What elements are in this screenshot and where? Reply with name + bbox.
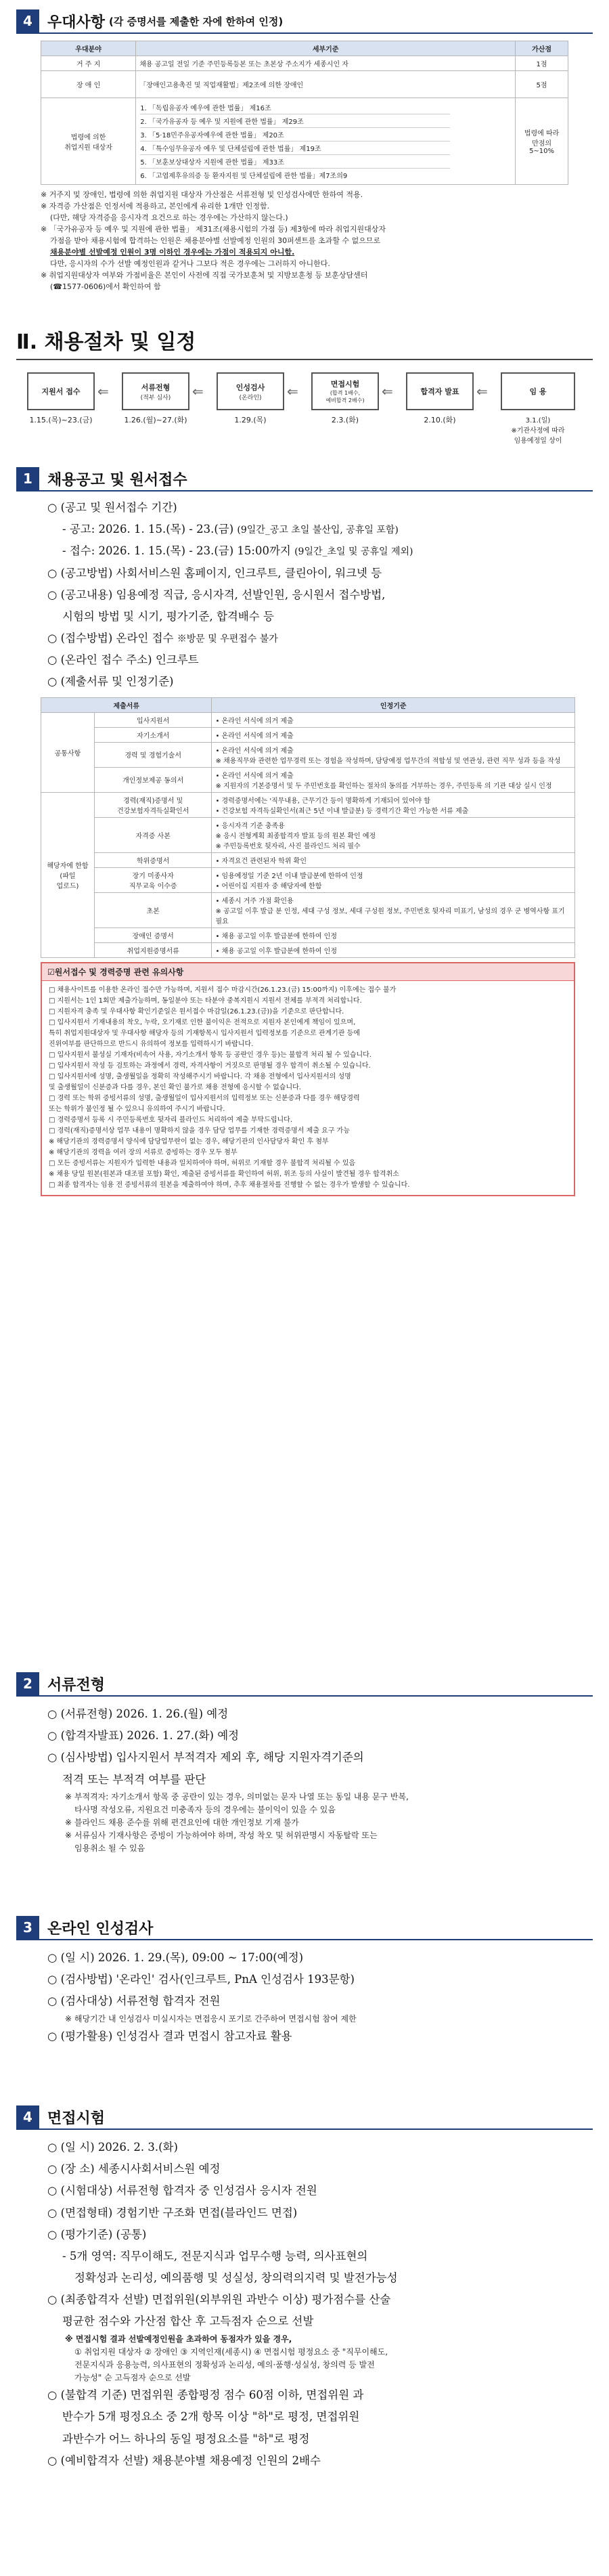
section-subtitle: (각 증명서를 제출한 자에 한하여 인정) <box>109 15 284 28</box>
caution-list <box>42 981 574 1195</box>
group-cell: 공통사항 <box>41 712 95 792</box>
table-row <box>41 817 575 852</box>
caution-item: □ 경력(재직)증명서상 업무 내용이 명확하지 않을 경우 담당 업무를 기재한 경력증명서 제출 요구 가능 <box>49 1127 350 1135</box>
text-line: ○ (불합격 기준) 면접위원 종합평정 점수 60점 이하, 면접위원 과 <box>47 2388 364 2402</box>
note-line: ※ 해당기간 내 인성검사 미실시자는 면접응시 포기로 간주하여 면접시험 참여 제한 <box>65 2013 357 2024</box>
documents-table <box>41 697 575 958</box>
text-line: ○ (예비합격자 선발) 채용분야별 채용예정 인원의 2배수 <box>47 2453 321 2467</box>
table-cell: 경력(재직)증명서 및 건강보험자격득실확인서 <box>94 792 212 817</box>
table-cell: 5점 <box>516 71 568 98</box>
text-line: 과반수가 어느 하나의 동일 평정요소를 "하"로 평정 <box>62 2432 310 2445</box>
caution-item: 및 출생월일이 신분증과 다를 경우, 본인 확인 불가로 채용 전형에 응시할 수 없습니다. <box>49 1083 301 1091</box>
step-date: 1.26.(월)~27.(화) <box>124 416 187 424</box>
preference-section <box>0 9 609 292</box>
table-cell: • 임용예정일 기준 2년 이내 발급분에 한하여 인정 • 어린이집 지원자 중 해당자에 한함 <box>212 867 575 892</box>
caution-item: □ 입사지원서에 성명, 출생월일을 정확히 작성해주시기 바랍니다. 각 채용 전형에서 입사지원서의 성명 <box>49 1072 351 1080</box>
table-cell: • 온라인 서식에 의거 제출 ※ 지원자의 기본증명서 및 두 주민번호를 확인하는 절차의 동의를 거부하는 경우, 주민등록 의 기관 대상 실시 인정 <box>212 767 575 792</box>
law-item: 5. 「보훈보상대상자 지원에 관한 법률」 제33조 <box>140 155 450 169</box>
table-cell: 「장애인고용촉진 및 직업재활법」제2조에 의한 장애인 <box>136 71 516 98</box>
caution-item: 특히 취업지원대상자 및 우대사항 해당자 등의 기재항목시 입사지원서 입력정보를 기준으로 관계기관 등에 <box>49 1029 361 1037</box>
text-line: ○ (접수방법) 온라인 접수 <box>47 632 174 645</box>
note-line: ※ 부적격자: 자기소개서 항목 중 공란이 있는 경우, 의미없는 문자 나열 또는 동일 내용 문구 반복, <box>65 1791 409 1802</box>
section-1 <box>0 467 609 1196</box>
table-cell: • 세종시 거주 가점 확인용 ※ 공고일 이후 발급 분 인정, 세대 구성 정보, 세대 구성원 정보, 주민번호 뒷자리 미표기, 남성의 경우 군 병역사항 표기 필요 <box>212 892 575 927</box>
table-cell: • 채용 공고일 이후 발급분에 한하여 인정 <box>212 942 575 957</box>
text-line: ○ (공고 및 원서접수 기간) <box>47 501 177 514</box>
step-box <box>406 372 474 410</box>
table-row <box>41 712 575 727</box>
arrow-icon: ⇐ <box>287 383 298 399</box>
note-line: ※ 취업지원대상자 여부와 가점비율은 본인이 사전에 직접 국가보훈처 및 지방보훈청 등 보훈상담센터 <box>41 271 368 280</box>
table-row <box>41 927 575 942</box>
text-line: ○ (심사방법) 입사지원서 부적격자 제외 후, 해당 지원자격기준의 <box>47 1751 364 1764</box>
step-box <box>217 372 284 410</box>
table-row <box>41 852 575 867</box>
table-cell: • 온라인 서식에 의거 제출 ※ 채용직무와 관련한 업무경력 또는 경험을 작성하며, 담당예정 업무간의 적합성 및 연관성, 관련 직무 성과 등을 작성 <box>212 742 575 767</box>
step-name: 서류전형 <box>141 383 171 392</box>
text-line: ○ (면접형태) 경험기반 구조화 면접(블라인드 면접) <box>47 2206 298 2219</box>
step-name: 합격자 발표 <box>420 387 459 396</box>
caution-item: □ 지원서는 1인 1회만 제출가능하며, 동일분야 또는 타분야 중복지원시 지원서 전체를 부적격 처리합니다. <box>49 997 362 1005</box>
caution-item: □ 입사지원서 기재내용의 착오, 누락, 오기재로 인한 불이익은 전적으로 지원자 본인에게 책임이 있으며, <box>49 1018 356 1026</box>
note-line: (다만, 해당 자격증을 응시자격 요건으로 하는 경우에는 가산하지 않는다.) <box>50 213 288 223</box>
text-line: ○ (일 시) 2026. 1. 29.(목), 09:00 ~ 17:00(예정) <box>47 1951 304 1964</box>
caution-item: □ 채용사이트를 이용한 온라인 접수만 가능하며, 지원서 접수 마감시간(26.1.23.(금) 15:00까지) 이후에는 접수 불가 <box>49 986 397 994</box>
table-row <box>41 71 568 98</box>
preference-table <box>41 41 568 185</box>
step-date: 3.1.(일) ※기관사정에 따라 임용예정일 상이 <box>511 417 565 445</box>
arrow-icon: ⇐ <box>192 383 204 399</box>
section-4-header <box>16 2105 593 2130</box>
text-line: 적격 또는 부적격 여부를 판단 <box>62 1772 206 1786</box>
caution-item: ※ 해당기관의 경력을 여러 장의 서류로 증빙하는 경우 모두 첨부 <box>49 1148 238 1156</box>
note-line: 채용분야별 선발예정 인원이 3명 이하인 경우에는 가점이 적용되지 아니함. <box>50 248 295 257</box>
section-2 <box>0 1672 609 1856</box>
note-line: 전문지식과 응용능력, 의사표현의 정확성과 논리성, 예의·품행·성실성, 창의력 등 발전 <box>74 2359 375 2370</box>
table-cell: 법령에 따라 만점의 5~10% <box>516 98 568 185</box>
step-name: 지원서 접수 <box>41 387 81 396</box>
table-cell: 거 주 지 <box>41 56 136 71</box>
text-line: 정확성과 논리성, 예의품행 및 성실성, 창의력의지력 및 발전가능성 <box>74 2271 398 2285</box>
text-line: 평균한 점수와 가산점 합산 후 고득점자 순으로 선발 <box>62 2315 314 2328</box>
text-line: ○ (합격자발표) 2026. 1. 27.(화) 예정 <box>47 1729 240 1743</box>
section-3 <box>0 1916 609 2047</box>
note-line: ※ 거주지 및 장애인, 법령에 의한 취업지원 대상자 가산점은 서류전형 및 인성검사에만 한하여 적용. <box>41 190 363 199</box>
text-line: 시험의 방법 및 시기, 평가기준, 합격배수 등 <box>62 609 274 623</box>
step-sub: (온라인) <box>239 394 262 401</box>
table-cell: 학위증명서 <box>94 852 212 867</box>
caution-item: □ 입사지원서 불성실 기재자(비속어 사용, 자기소개서 항목 등 공란인 경우 등)는 불합격 처리 될 수 있습니다. <box>49 1051 372 1059</box>
arrow-icon: ⇐ <box>476 383 488 399</box>
note-line: ※ 블라인드 채용 준수를 위해 편견요인에 대한 개인정보 기재 불가 <box>65 1818 299 1828</box>
section-4 <box>0 2105 609 2472</box>
note-line: ※ 서류심사 기재사항은 증빙이 가능하여야 하며, 작성 착오 및 허위판명시 자동탈락 또는 <box>65 1831 378 1841</box>
table-row <box>41 727 575 742</box>
text-note: (9일간_초일 및 공휴일 제외) <box>294 546 413 558</box>
step-box <box>501 372 575 410</box>
table-cell: 1점 <box>516 56 568 71</box>
procedure-title: Ⅱ. 채용절차 및 일정 <box>16 330 196 354</box>
law-item: 4. 「특수임무유공자 예우 및 단체설립에 관한 법률」 제19조 <box>140 141 450 155</box>
table-row <box>41 867 575 892</box>
section-title: 우대사항 <box>47 14 106 31</box>
section-title: 온라인 인성검사 <box>47 1920 154 1938</box>
arrow-icon: ⇐ <box>382 383 393 399</box>
text-line: ○ (평가활용) 인성검사 결과 면접시 참고자료 활용 <box>47 2029 292 2043</box>
step-name: 인성검사 <box>235 383 265 392</box>
section-number: 1 <box>16 467 39 490</box>
law-item: 6. 「고엽제후유의증 등 환자지원 및 단체설립에 관한 법률」제7조의9 <box>140 173 348 180</box>
section-3-header <box>16 1916 593 1940</box>
caution-item: 또는 학위가 불인정 될 수 있으니 유의하여 주시기 바랍니다. <box>49 1105 225 1113</box>
text-line: ○ (일 시) 2026. 2. 3.(화) <box>47 2141 178 2154</box>
table-row <box>41 742 575 767</box>
table-row <box>41 56 568 71</box>
caution-item: 진위여부를 판단하므로 반드시 유의하여 정보를 입력하시기 바랍니다. <box>49 1040 254 1048</box>
table-cell: 장 애 인 <box>41 71 136 98</box>
text-line: 반수가 5개 평정요소 중 2개 항목 이상 "하"로 평정, 면접위원 <box>62 2410 360 2424</box>
group-cell: 해당자에 한함 (파일 업로드) <box>41 792 95 957</box>
step-box <box>311 372 379 410</box>
note-line: ※ 면접시험 결과 선발예정인원을 초과하여 동점자가 있을 경우, <box>65 2334 292 2344</box>
step-sub: (적부 심사) <box>140 394 171 401</box>
step-date: 1.29.(목) <box>234 416 267 424</box>
note-line: 가능성" 순 고득점자 순으로 선발 <box>74 2373 191 2383</box>
table-row <box>41 792 575 817</box>
table-header: 가산점 <box>516 41 568 56</box>
section-title: 서류전형 <box>47 1676 106 1694</box>
law-item: 3. 「5·18민주유공자예우에 관한 법률」 제20조 <box>140 128 450 141</box>
table-row <box>41 892 575 927</box>
text-line: - 5개 영역: 직무이해도, 전문지식과 업무수행 능력, 의사표현의 <box>62 2249 368 2263</box>
table-cell: 장애인 증명서 <box>94 927 212 942</box>
table-cell: 채용 공고일 전일 기준 주민등록등본 또는 초본상 주소지가 세종시인 자 <box>136 56 516 71</box>
text-line: ○ (시험대상) 서류전형 합격자 중 인성검사 응시자 전원 <box>47 2184 317 2198</box>
note-line: 타사명 작성오류, 지원요건 미충족자 등의 경우에는 불이익이 있을 수 있음 <box>74 1804 336 1814</box>
table-cell: • 경력증명서에는 '직무내용, 근무기간 등이 명확하게 기재되어 있어야 함 • 건강보험 자격득실확인서(최근 5년 이내 발급분) 등 경력기간 확인 가능한 서류 제출 <box>212 792 575 817</box>
text-line: ○ (서류전형) 2026. 1. 26.(월) 예정 <box>47 1707 229 1720</box>
table-row <box>41 942 575 957</box>
caution-item: ※ 해당기관의 경력증명서 양식에 담당업무란이 없는 경우, 해당기관의 인사담당자 확인 후 첨부 <box>49 1137 329 1145</box>
text-note: (9일간_공고 초일 불산입, 공휴일 포함) <box>237 525 399 536</box>
table-header: 세부기준 <box>136 41 516 56</box>
section-title: 면접시험 <box>47 2110 106 2127</box>
text-line: ○ (최종합격자 선발) 면접위원(외부위원 과반수 이상) 평가점수를 산술 <box>47 2293 391 2307</box>
text-line: ○ (검사대상) 서류전형 합격자 전원 <box>47 1994 221 2008</box>
table-cell: 장기 미종사자 직무교육 이수증 <box>94 867 212 892</box>
caution-title: ☑원서접수 및 경력증명 관련 유의사항 <box>42 963 574 981</box>
caution-box <box>41 962 575 1196</box>
section-1-header <box>16 467 593 492</box>
text-note: ※방문 및 우편접수 불가 <box>177 634 278 645</box>
text-line: ○ (장 소) 세종시사회서비스원 예정 <box>47 2162 221 2176</box>
section-number: 2 <box>16 1672 39 1695</box>
step-date: 2.10.(화) <box>424 416 456 424</box>
table-cell: 취업지원증명서류 <box>94 942 212 957</box>
table-header: 제출서류 <box>41 697 212 712</box>
step-box <box>27 372 95 410</box>
section-number: 4 <box>16 9 39 32</box>
table-cell: 초본 <box>94 892 212 927</box>
table-row <box>41 98 568 185</box>
preference-header <box>16 9 593 34</box>
section-number: 4 <box>16 2105 39 2129</box>
text-line: ○ (검사방법) '온라인' 검사(인크루트, PnA 인성검사 193문항) <box>47 1973 355 1986</box>
caution-item: □ 경력 또는 학위 증빙서류의 성명, 출생월일이 입사지원서의 입력정보 또는 신분증과 다를 경우 해당경력 <box>49 1094 360 1102</box>
text-line: - 접수: 2026. 1. 15.(목) - 23.(금) 15:00까지 <box>62 544 291 558</box>
table-cell: 개인정보제공 동의서 <box>94 767 212 792</box>
caution-item: □ 모든 증빙서류는 지원자가 입력한 내용과 일치하여야 하며, 허위로 기재할 경우 불합격 처리될 수 있음 <box>49 1159 356 1167</box>
arrow-icon: ⇐ <box>97 383 109 399</box>
step-name: 임 용 <box>529 387 547 396</box>
table-cell: 법령에 의한 취업지원 대상자 <box>41 98 136 185</box>
text-line: ○ (평가기준) (공통) <box>47 2227 147 2241</box>
step-date: 1.15.(목)~23.(금) <box>29 416 93 424</box>
table-cell: • 채용 공고일 이후 발급분에 한하여 인정 <box>212 927 575 942</box>
table-cell: • 온라인 서식에 의거 제출 <box>212 727 575 742</box>
note-line: ※ 자격증 가산점은 인정서에 적용하고, 본인에게 유리한 1개만 인정함. <box>41 202 270 211</box>
table-cell: 자기소개서 <box>94 727 212 742</box>
note-line: ① 취업지원 대상자 ② 장애인 ③ 지역인재(세종시) ④ 면접시험 평정요소 중 "직무이해도, <box>74 2346 388 2357</box>
table-cell: 경력 및 경험기술서 <box>94 742 212 767</box>
step-date: 2.3.(화) <box>331 416 359 424</box>
step-name: 면접시험 <box>330 380 360 389</box>
text-line: ○ (공고내용) 임용예정 직급, 응시자격, 선발인원, 응시원서 접수방법, <box>47 588 386 601</box>
note-line: 가점을 받아 채용시험에 합격하는 인원은 채용분야별 선발예정 인원의 30퍼센트를 초과할 수 없으므로 <box>50 236 381 246</box>
text-line: ○ (제출서류 및 인정기준) <box>47 675 174 689</box>
note-line: ※ 「국가유공자 등 예우 및 지원에 관한 법률」 제31조(채용시험의 가점 등) 제3항에 따라 취업지원대상자 <box>41 225 386 234</box>
section-number: 3 <box>16 1916 39 1939</box>
step-box <box>122 372 189 410</box>
table-header: 인정기준 <box>212 697 575 712</box>
note-line: (☎1577-0606)에서 확인하여 함 <box>50 282 161 292</box>
procedure-section <box>0 325 609 474</box>
table-cell: • 온라인 서식에 의거 제출 <box>212 712 575 727</box>
caution-item: □ 최종 합격자는 임용 전 증빙서류의 원본을 제출하여야 하며, 추후 채용절차를 진행할 수 없는 경우가 발생할 수 있습니다. <box>49 1181 410 1189</box>
note-line: 임용취소 될 수 있음 <box>74 1843 145 1854</box>
section-2-header <box>16 1672 593 1697</box>
preference-notes <box>41 189 568 292</box>
text-line: ○ (공고방법) 사회서비스원 홈페이지, 인크루트, 클린아이, 워크넷 등 <box>47 566 382 580</box>
table-header: 우대분야 <box>41 41 136 56</box>
table-cell: 자격증 사본 <box>94 817 212 852</box>
table-cell: • 자격요건 관련된자 학위 확인 <box>212 852 575 867</box>
text-line: - 공고: 2026. 1. 15.(목) - 23.(금) <box>62 523 234 536</box>
note-line: 다만, 응시자의 수가 선발 예정인원과 같거나 그보다 적은 경우에는 그러하지 아니한다. <box>50 259 330 269</box>
table-cell: 입사지원서 <box>94 712 212 727</box>
procedure-steps <box>27 372 582 474</box>
law-items-cell <box>136 98 516 185</box>
caution-item: □ 입사지원서 작성 등 검토하는 과정에서 경력, 자격사항이 거짓으로 판명될 경우 합격이 취소될 수 있습니다. <box>49 1062 371 1070</box>
caution-item: ※ 채용 당일 원본(원본과 대조필 포함) 확인, 제출된 증빙서류를 확인하여 허위, 위조 등의 사실이 발견될 경우 합격취소 <box>49 1170 399 1178</box>
table-cell: • 응시자격 기준 충족용 ※ 응시 전형계획 최종합격자 발표 등의 원본 확인 예정 ※ 주민등록번호 뒷자리, 사진 블라인드 처리 필수 <box>212 817 575 852</box>
text-line: ○ (온라인 접수 주소) 인크루트 <box>47 653 199 667</box>
caution-item: □ 경력증명서 등록 시 주민등록번호 뒷자리 블라인드 처리하여 제출 부탁드립니다. <box>49 1116 293 1124</box>
law-item: 1. 「독립유공자 예우에 관한 법률」 제16조 <box>140 101 450 114</box>
section-title: 채용공고 및 원서접수 <box>47 471 187 489</box>
caution-item: □ 지원자격 충족 및 우대사항 확인기준일은 원서접수 마감일(26.1.23.(금))을 기준으로 판단합니다. <box>49 1007 344 1016</box>
step-sub: (합격 1배수, 예비합격 2배수) <box>325 390 365 403</box>
table-row <box>41 767 575 792</box>
law-item: 2. 「국가유공자 등 예우 및 지원에 관한 법률」 제29조 <box>140 114 450 128</box>
